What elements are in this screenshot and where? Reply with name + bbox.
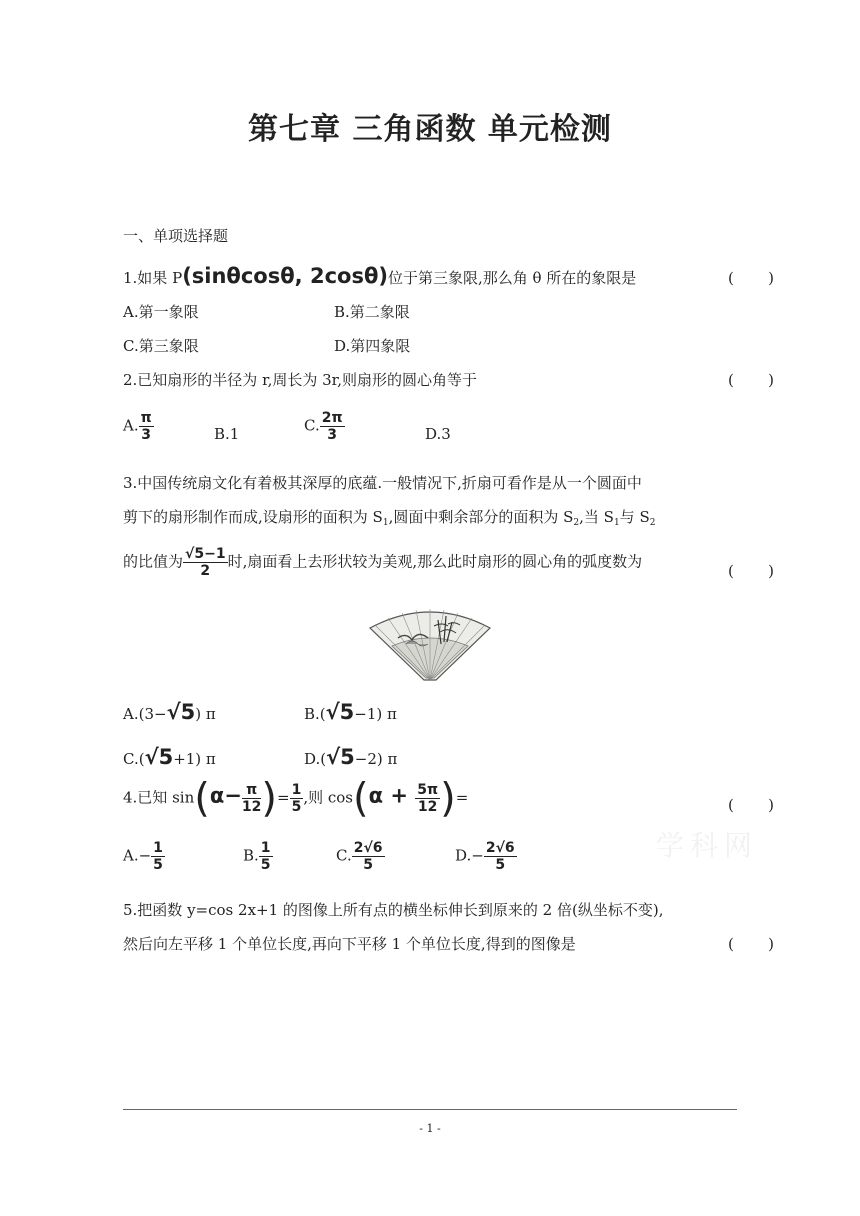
q3-answer-bracket: ( ) (728, 562, 774, 580)
q2-option-c: C. $\frac{2\pi}{3}$ (304, 410, 343, 443)
footer-rule (123, 1109, 737, 1110)
q2-answer-bracket: ( ) (728, 371, 774, 389)
q4-option-b: B. $\frac{1}{5}$ (243, 840, 271, 873)
q1-suffix: 位于第三象限,那么角 θ 所在的象限是 (387, 269, 637, 287)
q5-answer-bracket: ( ) (728, 935, 774, 953)
q4-answer-bracket: ( ) (728, 796, 774, 814)
q3-option-a: A.(3−√5) π (123, 700, 216, 724)
page-title: 第七章 三角函数 单元检测 (248, 112, 612, 147)
question-2-stem: 2.已知扇形的半径为 r,周长为 3r,则扇形的圆心角等于 (123, 371, 477, 389)
q1-option-c: C.第三象限 (123, 337, 199, 355)
question-1-stem (123, 266, 636, 288)
question-4-stem: 4.已知 sin(α− $\frac{\pi}{12}$ )= $\frac{1}{5}$ ,则 cos(α + $\frac{5\pi}{12}$ )= (123, 775, 469, 822)
q3-option-b: B.(√5−1) π (304, 700, 397, 724)
q4-option-a: A.− $\frac{1}{5}$ (123, 840, 163, 873)
q3-option-d: D.(√5−2) π (304, 745, 398, 769)
q4-option-d: D.− $\frac{2√6}{5}$ (455, 840, 515, 873)
question-5-line-2: 然后向左平移 1 个单位长度,再向下平移 1 个单位长度,得到的图像是 (123, 935, 576, 953)
question-3-line-1: 3.中国传统扇文化有着极其深厚的底蕴.一般情况下,折扇可看作是从一个圆面中 (123, 474, 642, 492)
q1-option-d: D.第四象限 (334, 337, 411, 355)
q1-option-b: B.第二象限 (334, 303, 410, 321)
q1-answer-bracket: ( ) (728, 269, 774, 287)
q4-option-c: C. $\frac{2√6}{5}$ (336, 840, 383, 873)
q2-option-d: D.3 (425, 425, 451, 443)
q3-option-c: C.(√5+1) π (123, 745, 216, 769)
section-heading: 一、单项选择题 (123, 227, 229, 245)
q2-option-a: A. $\frac{\pi}{3}$ (123, 410, 152, 443)
q1-prefix: 1.如果 P (123, 269, 183, 287)
question-3-line-3: 的比值为 $\frac{√5-1}{2}$ 时,扇面看上去形状较为美观,那么此时扇形的圆心角的弧度数为 (123, 546, 643, 579)
folding-fan-image (368, 606, 492, 682)
question-5-line-1: 5.把函数 y=cos 2x+1 的图像上所有点的横坐标伸长到原来的 2 倍(纵坐标不变), (123, 901, 664, 919)
q1-option-a: A.第一象限 (123, 303, 199, 321)
watermark: 学科网 (656, 829, 759, 862)
page-number: - 1 - (419, 1122, 441, 1135)
q2-option-b: B.1 (214, 425, 240, 443)
q1-point-expression: (sinθcosθ, 2cosθ) (182, 264, 388, 288)
question-3-line-2: 剪下的扇形制作而成,设扇形的面积为 $S_1$,圆面中剩余部分的面积为 $S_2$,当 $S_1$与 $S_2$ (123, 508, 656, 528)
